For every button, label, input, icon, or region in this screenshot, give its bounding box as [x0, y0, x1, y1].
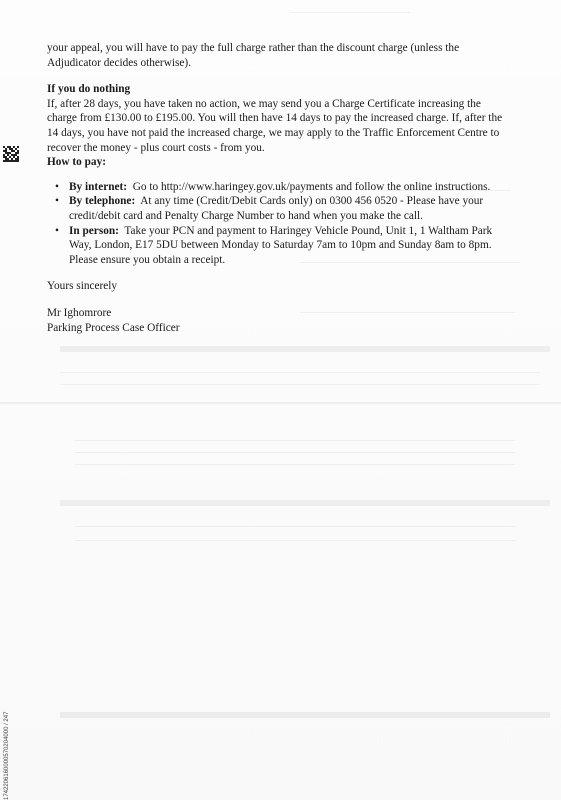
if-nothing-paragraph [47, 97, 527, 155]
closing-salutation: Yours sincerely [47, 280, 118, 293]
if-nothing-heading: If you do nothing [47, 83, 131, 96]
telephone-label: By telephone: [69, 195, 136, 208]
internet-label: By internet: [69, 180, 128, 193]
list-item-internet [47, 180, 527, 195]
qr-code [3, 146, 19, 162]
continuation-line-1: your appeal, you will have to pay the full charge rather than the discount charge (unless the [47, 42, 460, 54]
document-reference-code: 1742206160000570204000 / 247 [4, 711, 10, 800]
in-person-label: In person: [69, 224, 119, 237]
signature-block [47, 306, 527, 335]
if-nothing-line-1: If, after 28 days, you have taken no action, we may send you a Charge Certificate increasing the [47, 97, 481, 110]
in-person-text-1: Take your PCN and payment to Haringey Vehicle Pound, Unit 1, 1 Waltham Park [124, 224, 493, 237]
continuation-line-2: Adjudicator decides otherwise). [47, 56, 191, 69]
in-person-text-3: Please ensure you obtain a receipt. [69, 253, 226, 266]
if-nothing-line-2: charge from £130.00 to £195.00. You will then have 14 days to pay the increased charge. If, after the [47, 112, 503, 125]
signer-name: Mr Ighomrore [47, 306, 112, 319]
bullet-icon: • [55, 195, 59, 208]
paper-fold [0, 402, 561, 404]
bullet-icon: • [55, 180, 59, 193]
signer-title: Parking Process Case Officer [47, 321, 180, 334]
if-nothing-line-4: recover the money - plus court costs - from you. [47, 141, 265, 154]
telephone-text-1: At any time (Credit/Debit Cards only) on 0300 456 0520 - Please have your [140, 195, 484, 208]
appeal-continuation [47, 41, 527, 70]
list-item-telephone [47, 194, 527, 223]
letter-body [47, 41, 527, 335]
bullet-icon: • [55, 224, 59, 237]
in-person-text-2: Way, London, E17 5DU between Monday to Saturday 7am to 10pm and Sunday 8am to 8pm. [69, 239, 492, 252]
telephone-text-2: credit/debit card and Penalty Charge Number to hand when you make the call. [69, 209, 423, 222]
internet-text: Go to http://www.haringey.gov.uk/payments and follow the online instructions. [132, 180, 491, 193]
if-nothing-line-3: 14 days, you have not paid the increased charge, we may apply to the Traffic Enforcement Centre to [47, 126, 500, 139]
payment-methods-list [47, 180, 527, 268]
how-to-pay-heading: How to pay: [47, 156, 106, 169]
list-item-in-person [47, 224, 527, 268]
